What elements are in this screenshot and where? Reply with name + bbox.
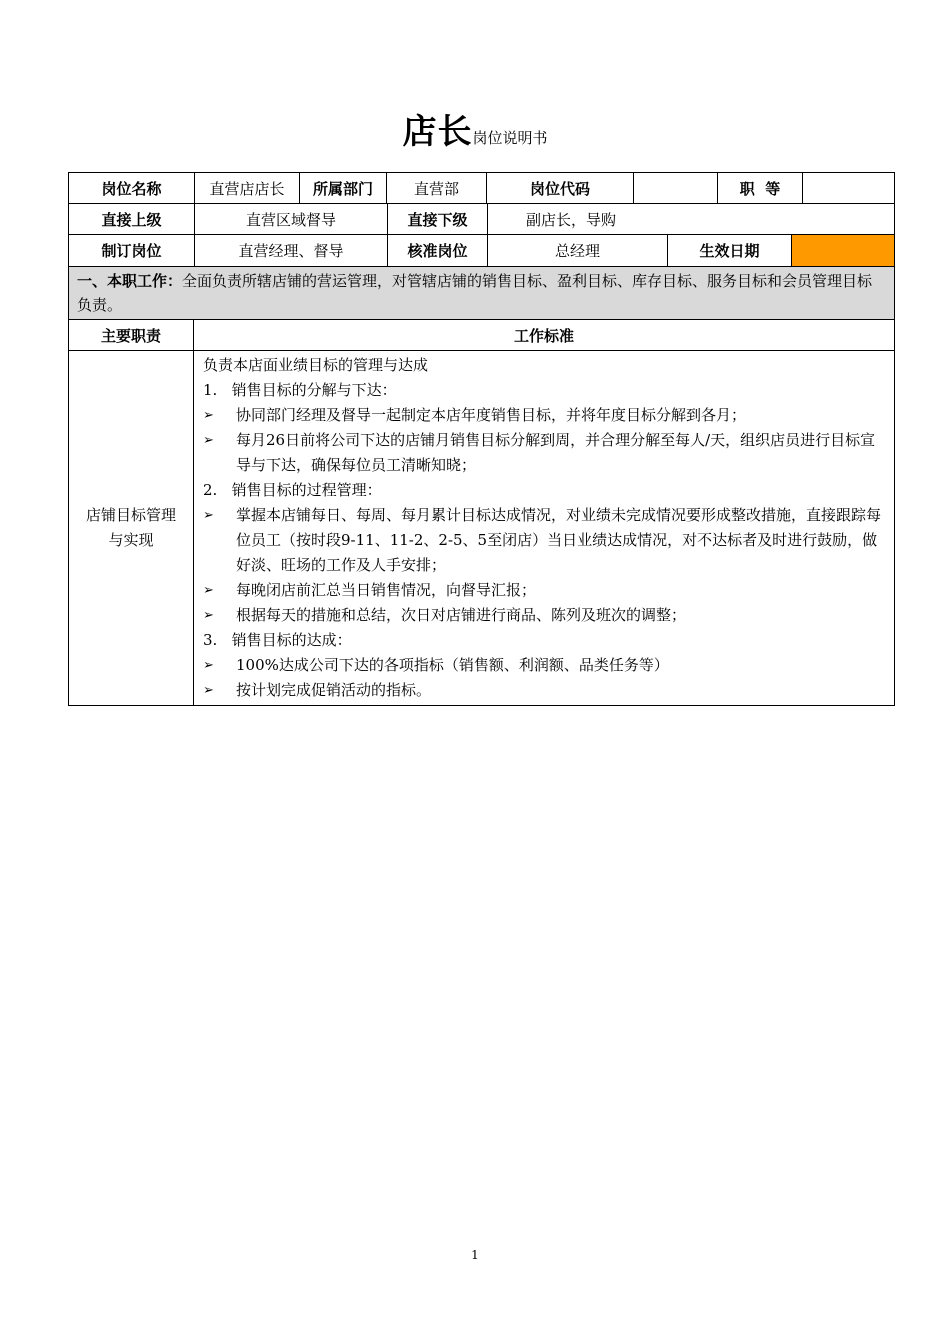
- label-approving-position: 核准岗位: [388, 235, 488, 267]
- duties-table: [68, 266, 895, 706]
- value-direct-superior: 直营区域督导: [195, 204, 388, 235]
- label-position-name: 岗位名称: [69, 173, 195, 204]
- info-row-1: [68, 172, 895, 204]
- value-position-name: 直营店店长: [195, 173, 300, 204]
- info-row-3: [68, 234, 895, 267]
- document-title: [0, 104, 950, 153]
- bullet-arrow-icon: ➢: [203, 608, 214, 623]
- list-item: ➢ 根据每天的措施和总结，次日对店铺进行商品、陈列及班次的调整；: [203, 603, 888, 628]
- value-department: 直营部: [387, 173, 487, 204]
- list-item: ➢ 掌握本店铺每日、每周、每月累计目标达成情况，对业绩未完成情况要形成整改措施，直接跟踪每位员工（按时段9-11、11-2、2-5、5至闭店）当日业绩达成情况，对不达标者及时进行鼓励，做好淡、旺场的工作及人手安排；: [203, 503, 888, 578]
- summary-text: 全面负责所辖店铺的营运管理，对管辖店铺的销售目标、盈利目标、库存目标、服务目标和会员管理目标负责。: [77, 272, 873, 314]
- label-grade: 职 等: [718, 173, 803, 204]
- list-item: ➢ 每月26日前将公司下达的店铺月销售目标分解到周，并合理分解至每人/天，组织店员进行目标宣导与下达，确保每位员工清晰知晓；: [203, 428, 888, 478]
- value-approving-position: 总经理: [488, 235, 668, 267]
- info-row-2: [68, 203, 895, 235]
- list-item: ➢ 按计划完成促销活动的指标。: [203, 678, 888, 703]
- summary-label: 一、本职工作：: [77, 272, 183, 290]
- title-suffix: 岗位说明书: [472, 129, 548, 147]
- duty-name: 店铺目标管理与实现: [69, 351, 194, 706]
- label-direct-superior: 直接上级: [69, 204, 195, 235]
- label-direct-subordinate: 直接下级: [388, 204, 488, 235]
- title-main: 店长: [402, 112, 473, 152]
- page-number: 1: [471, 1248, 479, 1262]
- list-item: ➢ 100%达成公司下达的各项指标（销售额、利润额、品类任务等）: [203, 653, 888, 678]
- value-effective-date: [792, 235, 895, 267]
- bullet-arrow-icon: ➢: [203, 408, 214, 423]
- section-heading: 3. 销售目标的达成：: [203, 631, 352, 649]
- label-drafting-position: 制订岗位: [69, 235, 195, 267]
- header-work-standard: 工作标准: [194, 320, 895, 351]
- value-drafting-position: 直营经理、督导: [195, 235, 388, 267]
- bullet-arrow-icon: ➢: [203, 508, 214, 523]
- header-main-duty: 主要职责: [69, 320, 194, 351]
- label-department: 所属部门: [300, 173, 387, 204]
- value-grade: [803, 173, 895, 204]
- section-heading: 1. 销售目标的分解与下达：: [203, 381, 397, 399]
- section-heading: 2. 销售目标的过程管理：: [203, 481, 382, 499]
- list-item: ➢ 协同部门经理及督导一起制定本店年度销售目标，并将年度目标分解到各月；: [203, 403, 888, 428]
- bullet-arrow-icon: ➢: [203, 658, 214, 673]
- value-direct-subordinate: 副店长，导购: [488, 204, 895, 235]
- list-item: ➢ 每晚闭店前汇总当日销售情况，向督导汇报；: [203, 578, 888, 603]
- duty-intro: 负责本店面业绩目标的管理与达成: [203, 356, 429, 374]
- label-position-code: 岗位代码: [487, 173, 634, 204]
- value-position-code: [634, 173, 718, 204]
- label-effective-date: 生效日期: [668, 235, 792, 267]
- job-summary: [69, 267, 895, 320]
- bullet-arrow-icon: ➢: [203, 433, 214, 448]
- bullet-arrow-icon: ➢: [203, 683, 214, 698]
- bullet-arrow-icon: ➢: [203, 583, 214, 598]
- work-standard-detail: [194, 351, 895, 706]
